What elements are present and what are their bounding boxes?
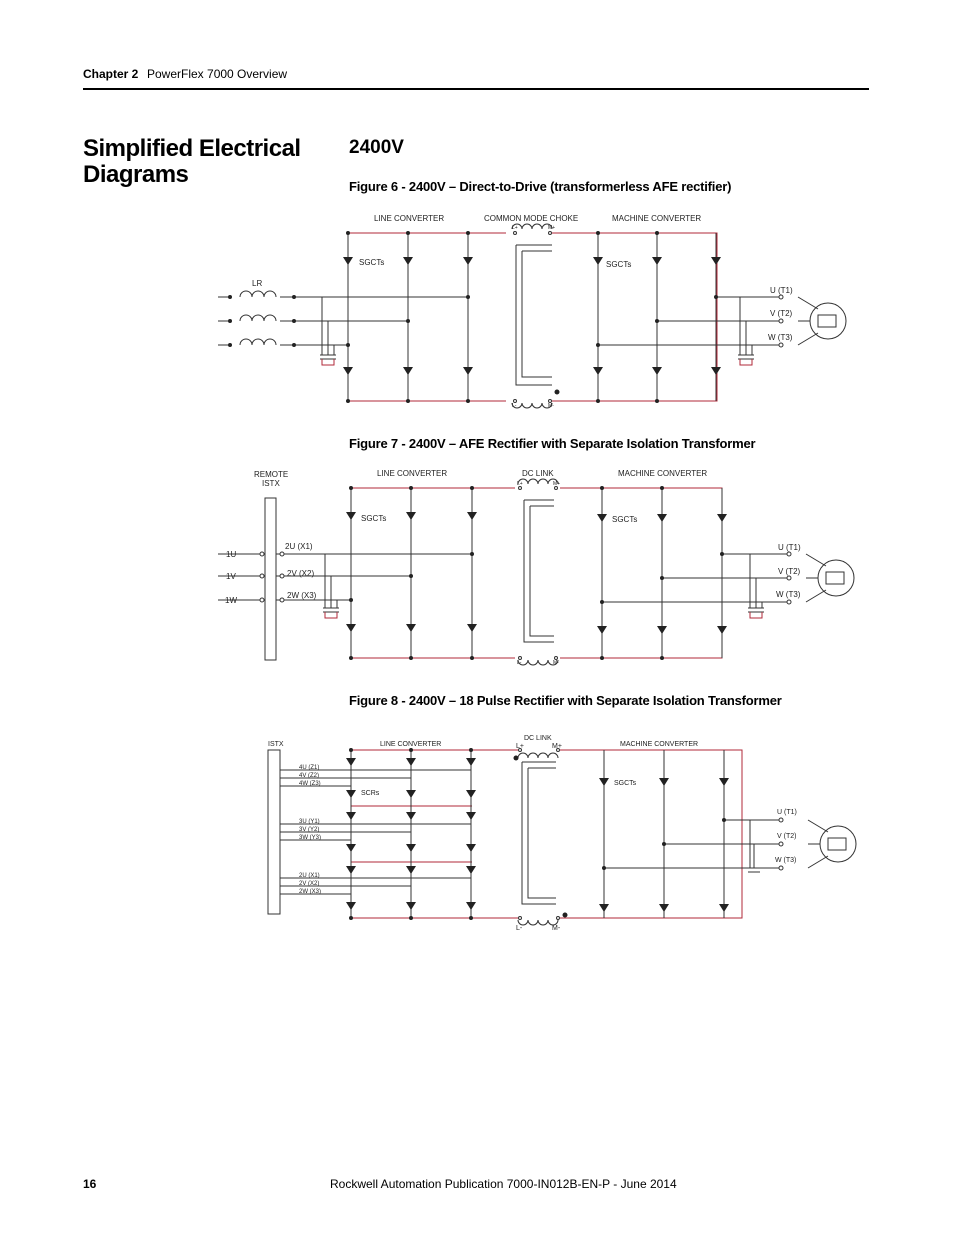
lminus-label: L- — [512, 403, 517, 409]
z3-label: 4W (Z3) — [299, 781, 321, 787]
lplus-label: L+ — [512, 225, 518, 231]
mplus-label: M+ — [548, 225, 556, 231]
link-label: DC LINK — [522, 469, 554, 478]
line-converter-label: LINE CONVERTER — [374, 214, 445, 223]
mplus-label: M+ — [552, 743, 562, 750]
y3-label: 3W (Y3) — [299, 835, 322, 841]
link-label: COMMON MODE CHOKE — [484, 214, 579, 223]
line-converter-label: LINE CONVERTER — [377, 469, 448, 478]
figure-6-diagram — [210, 205, 870, 415]
x1-label: 2U (X1) — [285, 542, 313, 551]
machine-converter-label: MACHINE CONVERTER — [612, 214, 702, 223]
sgcts-left-label: SGCTs — [359, 258, 385, 267]
x3-label: 2W (X3) — [299, 889, 322, 895]
figure-6-caption: Figure 6 - 2400V – Direct-to-Drive (transformerless AFE rectifier) — [349, 179, 732, 194]
figure-8-diagram — [260, 728, 870, 938]
y1-label: 3U (Y1) — [299, 819, 320, 825]
header-rule — [83, 88, 869, 90]
v-label: V (T2) — [770, 309, 793, 318]
figure-7-caption: Figure 7 - 2400V – AFE Rectifier with Separate Isolation Transformer — [349, 436, 756, 451]
lminus-label: L- — [517, 660, 522, 666]
publication-footer: Rockwell Automation Publication 7000-IN012B-EN-P - June 2014 — [330, 1177, 677, 1191]
z2-label: 4V (Z2) — [299, 773, 320, 779]
x3-label: 2W (X3) — [287, 591, 317, 600]
chapter-label: Chapter 2 — [83, 67, 139, 81]
mminus-label: M- — [548, 403, 554, 409]
w-label: W (T3) — [768, 333, 793, 342]
lplus-label: L+ — [516, 743, 524, 750]
line-converter-label: LINE CONVERTER — [380, 741, 442, 748]
mminus-label: M- — [552, 925, 561, 932]
w-label: W (T3) — [776, 590, 801, 599]
sgcts-label: SGCTs — [614, 780, 637, 787]
lminus-label: L- — [516, 925, 523, 932]
w-label: W (T3) — [775, 857, 797, 864]
x2-label: 2V (X2) — [299, 881, 320, 887]
u-label: U (T1) — [770, 286, 793, 295]
input-1u-label: 1U — [226, 550, 237, 559]
mminus-label: M- — [553, 660, 559, 666]
machine-converter-label: MACHINE CONVERTER — [618, 469, 708, 478]
x2-label: 2V (X2) — [287, 569, 315, 578]
input-1w-label: 1W — [225, 596, 237, 605]
section-title: Simplified Electrical Diagrams — [83, 135, 301, 188]
machine-converter-label: MACHINE CONVERTER — [620, 741, 699, 748]
sgcts-left-label: SGCTs — [361, 514, 387, 523]
scrs-label: SCRs — [361, 790, 380, 797]
subsection-title: 2400V — [349, 137, 404, 158]
u-label: U (T1) — [778, 543, 801, 552]
u-label: U (T1) — [777, 809, 797, 816]
mplus-label: M+ — [553, 481, 561, 487]
istx-label: ISTX — [268, 741, 284, 748]
v-label: V (T2) — [777, 833, 797, 840]
figure-8-caption: Figure 8 - 2400V – 18 Pulse Rectifier with Separate Isolation Transformer — [349, 693, 782, 708]
header-title: PowerFlex 7000 Overview — [147, 67, 288, 81]
lplus-label: L+ — [517, 481, 523, 487]
lr-label: LR — [252, 279, 263, 288]
sgcts-right-label: SGCTs — [606, 260, 632, 269]
figure-7-diagram — [210, 466, 870, 666]
v-label: V (T2) — [778, 567, 801, 576]
input-1v-label: 1V — [226, 572, 236, 581]
z1-label: 4U (Z1) — [299, 765, 320, 771]
istx-label: ISTX — [262, 479, 280, 488]
y2-label: 3V (Y2) — [299, 827, 320, 833]
sgcts-right-label: SGCTs — [612, 515, 638, 524]
link-label: DC LINK — [524, 735, 552, 742]
x1-label: 2U (X1) — [299, 873, 320, 879]
page-number: 16 — [83, 1177, 97, 1191]
remote-label: REMOTE — [254, 470, 289, 479]
